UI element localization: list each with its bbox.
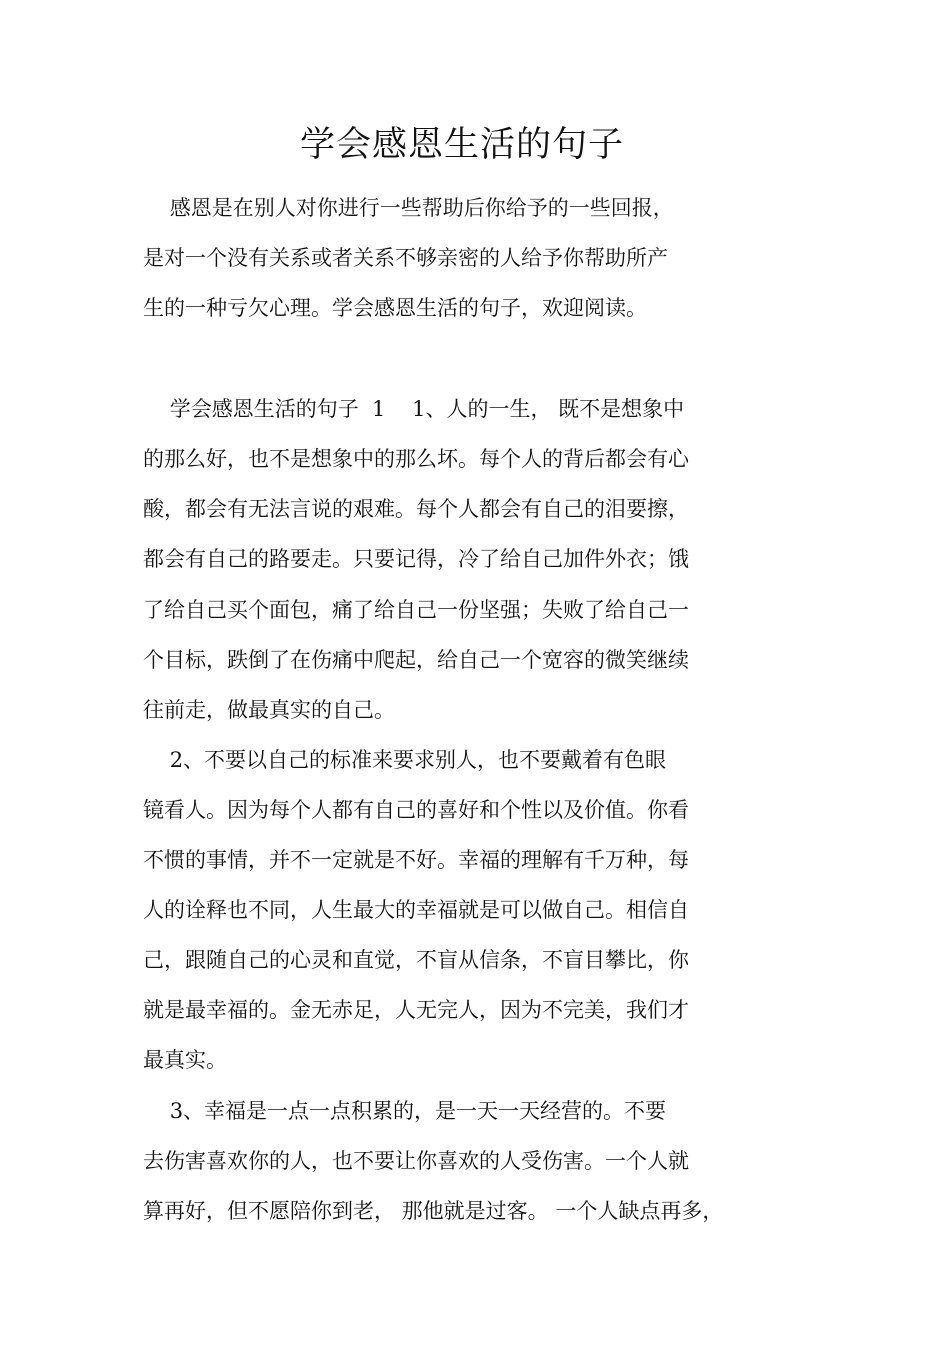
- paragraph-line: 酸，都会有无法言说的艰难。每个人都会有自己的泪要擦，: [143, 497, 689, 521]
- paragraph-line: 己，跟随自己的心灵和直觉，不盲从信条，不盲目攀比，你: [143, 948, 689, 972]
- paragraph-line: 学会感恩生活的句子 1 1、人的一生， 既不是想象中: [143, 397, 685, 421]
- paragraph-line: 了给自己买个面包，痛了给自己一份坚强；失败了给自己一: [143, 598, 689, 622]
- paragraph-line: 人的诠释也不同，人生最大的幸福就是可以做自己。相信自: [143, 898, 689, 922]
- paragraph-line: 感恩是在别人对你进行一些帮助后你给予的一些回报，: [143, 196, 674, 220]
- paragraph-line: 都会有自己的路要走。只要记得，冷了给自己加件外衣；饿: [143, 547, 689, 571]
- paragraph-line: 往前走，做最真实的自己。: [143, 698, 395, 722]
- paragraph-line: 2、不要以自己的标准来要求别人，也不要戴着有色眼: [143, 748, 667, 772]
- paragraph-line: 个目标，跌倒了在伤痛中爬起，给自己一个宽容的微笑继续: [143, 648, 689, 672]
- paragraph-line: 去伤害喜欢你的人，也不要让你喜欢的人受伤害。一个人就: [143, 1149, 689, 1173]
- paragraph-line: 就是最幸福的。金无赤足，人无完人，因为不完美，我们才: [143, 998, 689, 1022]
- paragraph-line: 是对一个没有关系或者关系不够亲密的人给予你帮助所产: [143, 246, 668, 270]
- document-title: 学会感恩生活的句子: [299, 125, 624, 165]
- paragraph-line: 的那么好，也不是想象中的那么坏。每个人的背后都会有心: [143, 447, 689, 471]
- paragraph-line: 3、幸福是一点一点积累的，是一天一天经营的。不要: [143, 1099, 667, 1123]
- paragraph-line: 镜看人。因为每个人都有自己的喜好和个性以及价值。你看: [143, 798, 689, 822]
- paragraph-line: 生的一种亏欠心理。学会感恩生活的句子，欢迎阅读。: [143, 296, 647, 320]
- paragraph-line: 最真实。: [143, 1048, 227, 1072]
- paragraph-line: 不惯的事情，并不一定就是不好。幸福的理解有千万种，每: [143, 848, 689, 872]
- paragraph-line: 算再好，但不愿陪你到老， 那他就是过客。 一个人缺点再多，: [143, 1199, 724, 1223]
